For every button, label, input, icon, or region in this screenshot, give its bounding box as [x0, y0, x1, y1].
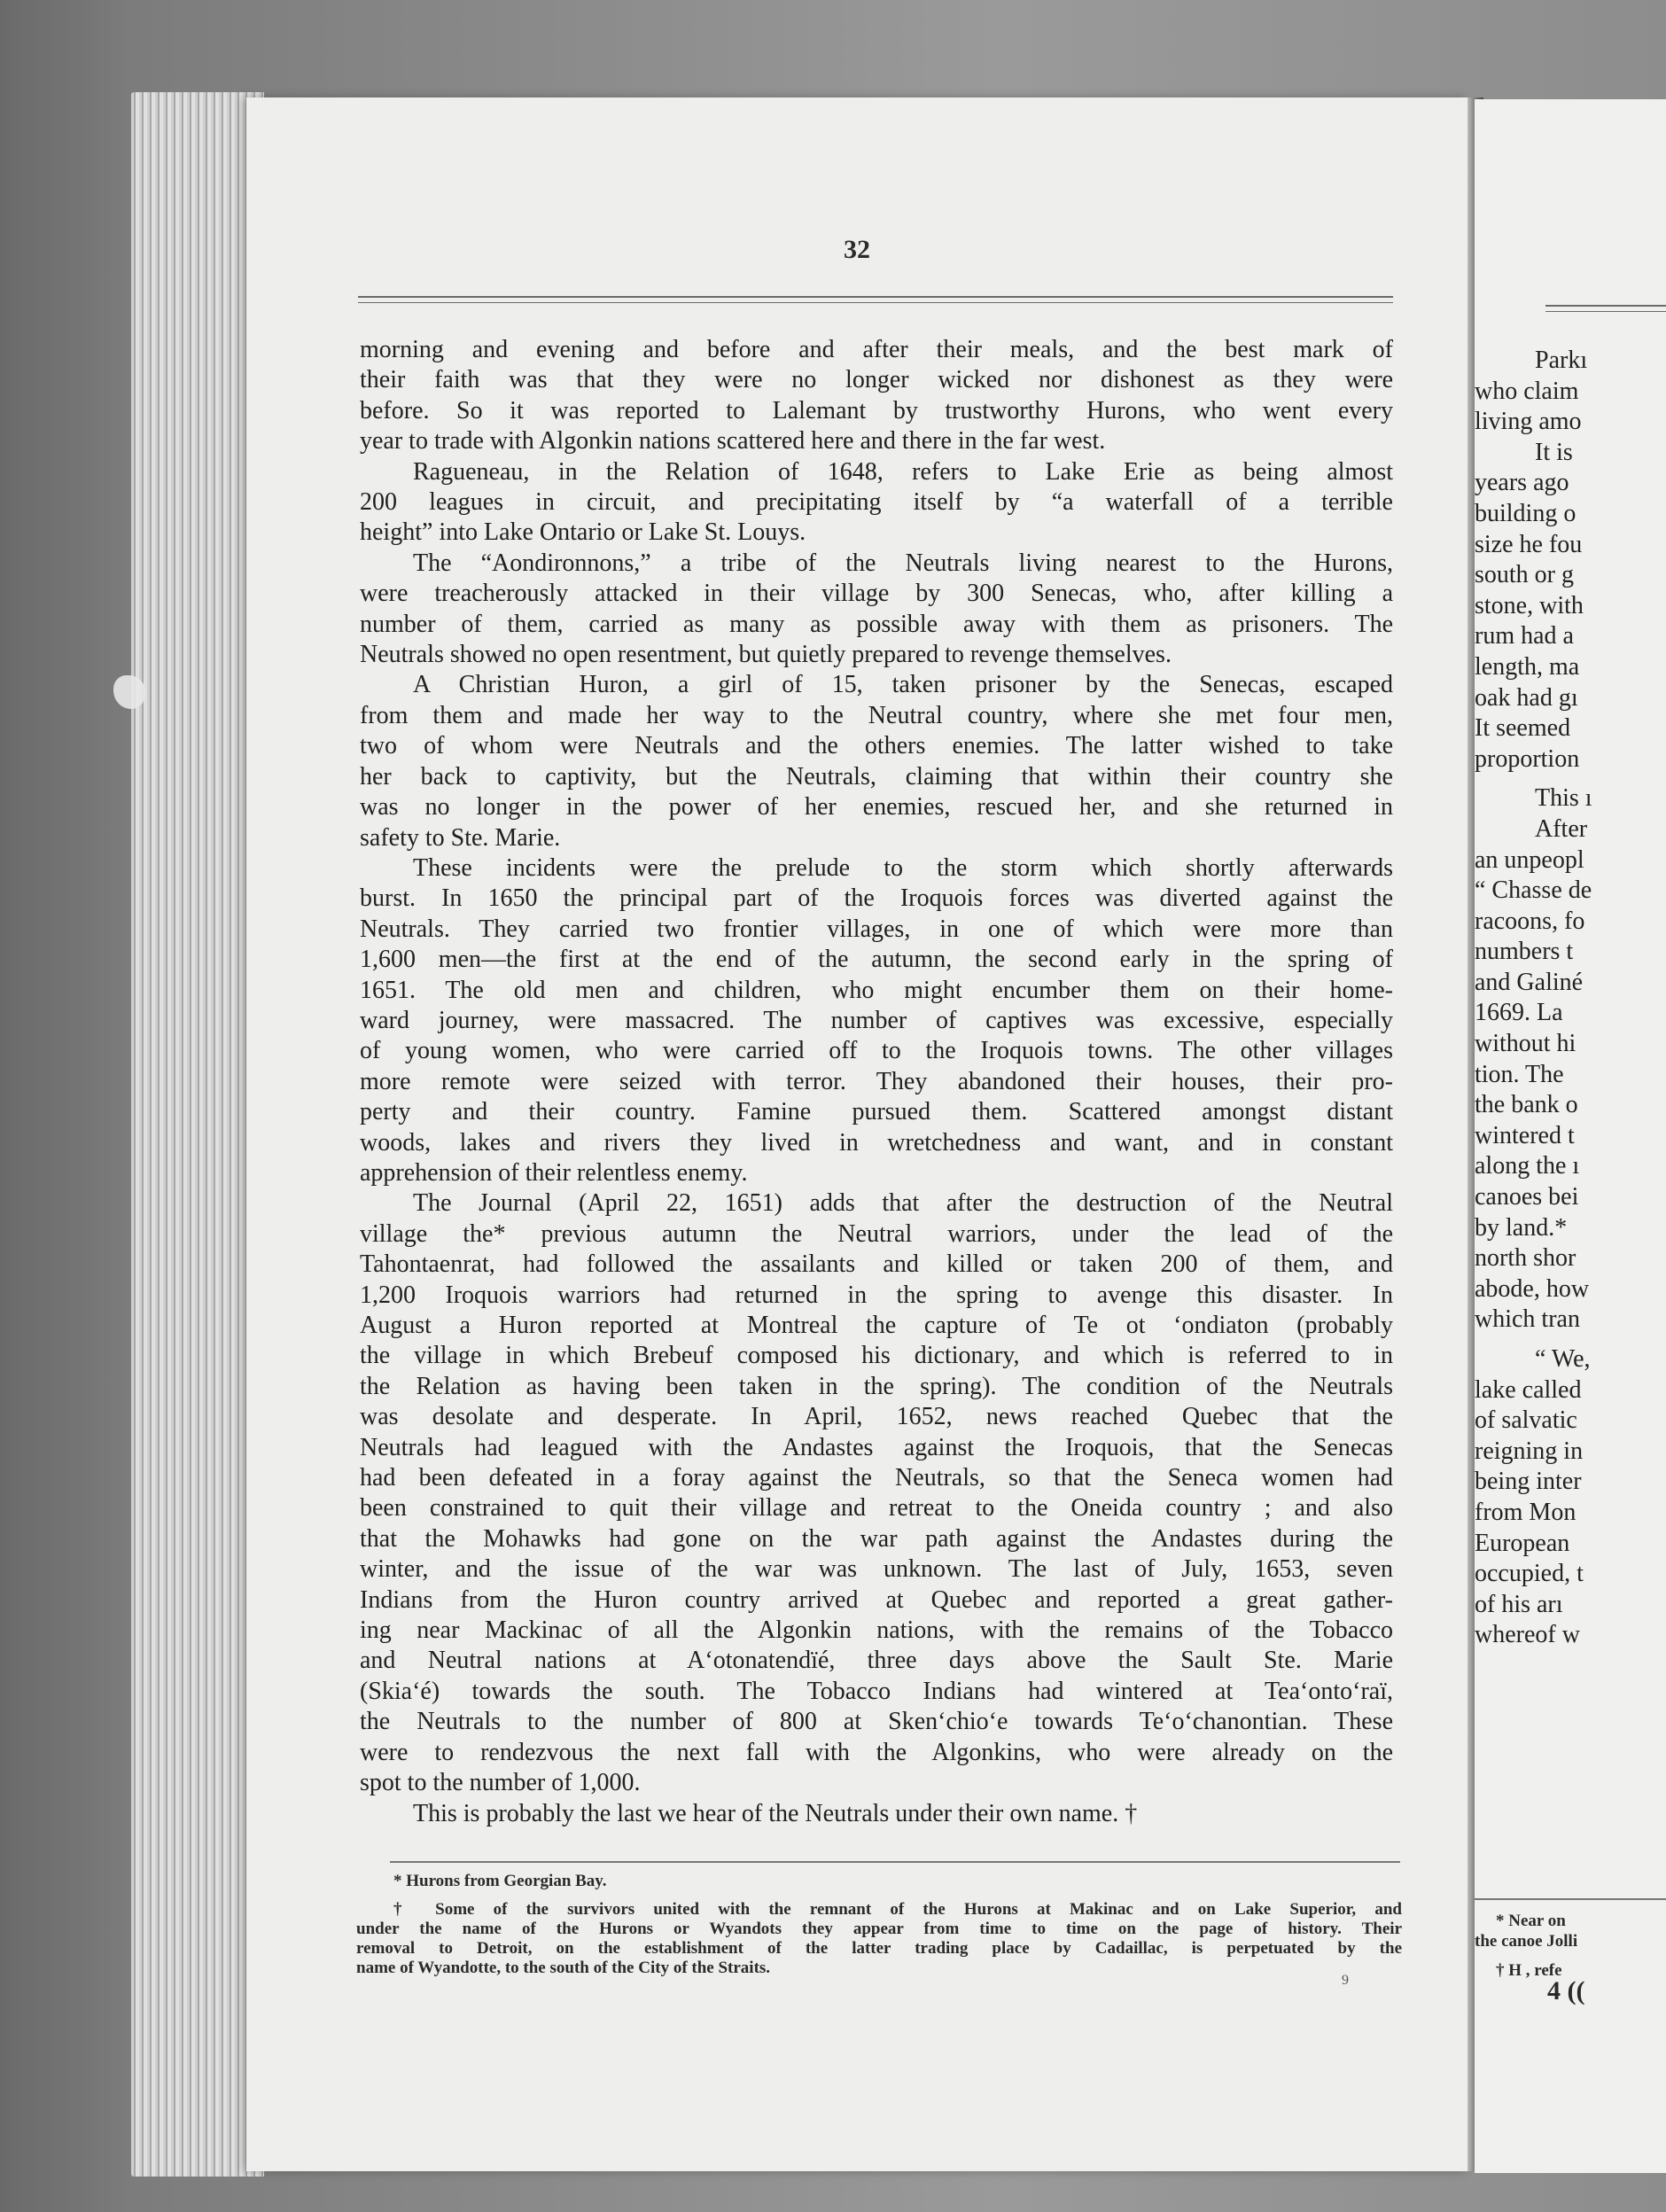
footnote-rule	[390, 1861, 1400, 1863]
text-line: Neutrals. They carried two frontier villages, in one of which were more than	[360, 915, 1393, 943]
body-text	[360, 335, 1393, 1829]
text-line: apprehension of their relentless enemy.	[360, 1158, 748, 1187]
facing-text-line: oak had gı	[1475, 683, 1578, 712]
text-line: that the Mohawks had gone on the war path against the Andastes during the	[360, 1524, 1393, 1553]
paragraph	[360, 853, 1393, 1188]
facing-text-line: stone, with	[1475, 591, 1584, 619]
facing-footnote-line: † H , refe	[1496, 1961, 1562, 1980]
facing-text-line: of his arı	[1475, 1590, 1563, 1618]
text-line: 1,200 Iroquois warriors had returned in the spring to avenge this disaster. In	[360, 1281, 1393, 1309]
facing-text-line: rum had a	[1475, 622, 1574, 650]
facing-text-line: from Mon	[1475, 1498, 1576, 1526]
facing-text-line: abode, how	[1475, 1274, 1590, 1303]
text-line: Neutrals showed no open resentment, but quietly prepared to revenge themselves.	[360, 641, 1172, 669]
text-line: the Neutrals to the number of 800 at Sken‘chio‘e towards Te‘o‘chanontian. These	[360, 1708, 1393, 1736]
footnotes	[356, 1872, 1402, 1978]
facing-text-line: wintered t	[1475, 1121, 1575, 1149]
text-line: height” into Lake Ontario or Lake St. Louys.	[360, 518, 806, 547]
text-line: safety to Ste. Marie.	[360, 823, 561, 852]
facing-text-line: European	[1475, 1529, 1570, 1557]
text-line: been constrained to quit their village and retreat to the Oneida country ; and also	[360, 1494, 1393, 1523]
facing-text-line: proportion	[1475, 744, 1580, 773]
facing-text-line: “ Chasse de	[1475, 876, 1592, 905]
text-line: two of whom were Neutrals and the others enemies. The latter wished to take	[360, 732, 1393, 760]
facing-text-line: Parkı	[1535, 347, 1588, 374]
text-line: year to trade with Algonkin nations scattered here and there in the far west.	[360, 427, 1106, 456]
text-line: was desolate and desperate. In April, 1652, news reached Quebec that the	[360, 1403, 1393, 1431]
text-line: perty and their country. Famine pursued them. Scattered amongst distant	[360, 1098, 1393, 1126]
facing-text-line: building o	[1475, 499, 1576, 527]
signature-mark: 9	[1342, 1973, 1349, 1988]
text-line: Tahontaenrat, had followed the assailants and killed or taken 200 of them, and	[360, 1250, 1393, 1279]
facing-text-line: length, ma	[1475, 652, 1580, 681]
footnote-rule	[1475, 1898, 1666, 1900]
facing-text-line: size he fou	[1475, 530, 1583, 558]
text-line: A Christian Huron, a girl of 15, taken prisoner by the Senecas, escaped	[413, 671, 1393, 699]
footnote	[356, 1872, 1402, 1891]
text-line: ing near Mackinac of all the Algonkin nations, with the remains of the Tobacco	[360, 1616, 1393, 1645]
paragraph	[360, 457, 1393, 549]
text-line: morning and evening and before and after their meals, and the best mark of	[360, 336, 1393, 363]
facing-text-line: It seemed	[1475, 714, 1571, 743]
text-line: her back to captivity, but the Neutrals, claiming that within their country she	[360, 762, 1393, 791]
text-line: August a Huron reported at Montreal the capture of Te ot ‘ondiaton (probably	[360, 1312, 1393, 1339]
facing-text-line: lake called	[1475, 1375, 1582, 1404]
text-line: This is probably the last we hear of the Neutrals under their own name. †	[413, 1799, 1138, 1827]
facing-text-line: It is	[1535, 438, 1573, 466]
text-line: 1651. The old men and children, who might encumber them on their home-	[360, 976, 1393, 1004]
text-line: were treacherously attacked in their village by 300 Senecas, who, after killing a	[360, 580, 1393, 608]
facing-text-line: reigning in	[1475, 1437, 1584, 1465]
facing-footnote-line: the canoe Jolli	[1475, 1932, 1578, 1951]
footnote	[356, 1900, 1402, 1978]
text-line: their faith was that they were no longer wicked nor dishonest as they were	[360, 366, 1393, 394]
facing-text-line: occupied, t	[1475, 1560, 1584, 1588]
footnote-line: † Some of the survivors united with the remnant of the Hurons at Makinac and on Lake Superior, and	[393, 1900, 1402, 1919]
paragraph	[360, 335, 1393, 457]
text-line: before. So it was reported to Lalemant by trustworthy Hurons, who went every	[360, 396, 1393, 424]
text-line: The “Aondironnons,” a tribe of the Neutrals living nearest to the Hurons,	[413, 549, 1393, 577]
right-page	[1475, 99, 1666, 2173]
header-rule	[1545, 305, 1666, 312]
facing-text-line: living amo	[1475, 408, 1582, 436]
facing-text-line: along the ı	[1475, 1152, 1580, 1180]
footnote-line: * Hurons from Georgian Bay.	[393, 1872, 607, 1890]
facing-text-line: “ We,	[1535, 1345, 1591, 1373]
facing-text-line: canoes bei	[1475, 1183, 1579, 1211]
facing-page-text	[1475, 346, 1666, 1651]
paragraph	[360, 1188, 1393, 1798]
facing-text-line: of salvatic	[1475, 1406, 1577, 1435]
text-line: had been defeated in a foray against the Neutrals, so that the Seneca women had	[360, 1464, 1393, 1492]
text-line: from them and made her way to the Neutral country, where she met four men,	[360, 701, 1393, 729]
facing-footnote-line: * Near on	[1496, 1912, 1566, 1930]
facing-text-line: and Galiné	[1475, 968, 1584, 996]
facing-text-line: years ago	[1475, 469, 1569, 497]
text-line: Neutrals had leagued with the Andastes against the Iroquois, that the Senecas	[360, 1433, 1393, 1461]
paragraph	[360, 670, 1393, 853]
text-line: and Neutral nations at A‘otonatendïé, three days above the Sault Ste. Marie	[360, 1647, 1393, 1675]
text-line: The Journal (April 22, 1651) adds that after the destruction of the Neutral	[413, 1189, 1393, 1218]
text-line: woods, lakes and rivers they lived in wretchedness and want, and in constant	[360, 1128, 1393, 1157]
text-line: were to rendezvous the next fall with the Algonkins, who were already on the	[360, 1738, 1393, 1766]
text-line: These incidents were the prelude to the storm which shortly afterwards	[413, 853, 1393, 882]
facing-text-line: without hi	[1475, 1030, 1576, 1058]
signature-mark: 4 ((	[1547, 1976, 1585, 2006]
facing-text-line: by land.*	[1475, 1213, 1568, 1242]
text-line: village the* previous autumn the Neutral warriors, under the lead of the	[360, 1219, 1393, 1248]
facing-text-line: which tran	[1475, 1305, 1580, 1334]
facing-text-line: numbers t	[1475, 938, 1574, 966]
facing-text-line: the bank o	[1475, 1091, 1578, 1119]
text-line: the Relation as having been taken in the spring). The condition of the Neutrals	[360, 1372, 1393, 1400]
text-line: Indians from the Huron country arrived at Quebec and reported a great gather-	[360, 1585, 1393, 1614]
facing-text-line: After	[1535, 814, 1588, 843]
text-line: was no longer in the power of her enemies, rescued her, and she returned in	[360, 793, 1393, 822]
facing-text-line: being inter	[1475, 1468, 1582, 1496]
facing-page-footnotes	[1475, 1911, 1666, 2006]
text-line: 200 leagues in circuit, and precipitating itself by “a waterfall of a terrible	[360, 488, 1393, 517]
paper-fragment	[113, 675, 145, 709]
text-line: ward journey, were massacred. The number of captives was excessive, especially	[360, 1006, 1393, 1034]
facing-text-line: 1669. La	[1475, 999, 1563, 1027]
facing-text-line: racoons, fo	[1475, 907, 1585, 935]
facing-text-line: who claim	[1475, 377, 1579, 405]
footnote-line: name of Wyandotte, to the south of the City of the Straits.	[356, 1959, 771, 1977]
page-number: 32	[844, 235, 870, 264]
text-line: the village in which Brebeuf composed his dictionary, and which is referred to in	[360, 1342, 1393, 1370]
text-line: of young women, who were carried off to the Iroquois towns. The other villages	[360, 1037, 1393, 1065]
text-line: winter, and the issue of the war was unknown. The last of July, 1653, seven	[360, 1555, 1393, 1584]
footnote-line: under the name of the Hurons or Wyandots they appear from time to time on the page of history. Their	[356, 1920, 1402, 1938]
facing-text-line: an unpeopl	[1475, 845, 1584, 874]
header-rule	[358, 296, 1393, 303]
page-edges	[131, 92, 264, 2177]
text-line: Ragueneau, in the Relation of 1648, refers to Lake Erie as being almost	[413, 457, 1393, 486]
facing-text-line: This ı	[1535, 784, 1592, 813]
facing-text-line: north shor	[1475, 1244, 1576, 1273]
text-line: (Skia‘é) towards the south. The Tobacco Indians had wintered at Tea‘onto‘raï,	[360, 1677, 1393, 1705]
text-line: burst. In 1650 the principal part of the Iroquois forces was diverted against the	[360, 884, 1393, 913]
facing-text-line: whereof w	[1475, 1621, 1580, 1649]
text-line: number of them, carried as many as possible away with them as prisoners. The	[360, 610, 1393, 638]
text-line: more remote were seized with terror. They abandoned their houses, their pro-	[360, 1067, 1393, 1095]
paragraph	[360, 1799, 1393, 1829]
facing-text-line: tion. The	[1475, 1060, 1564, 1088]
facing-text-line: south or g	[1475, 561, 1574, 589]
text-line: 1,600 men—the first at the end of the autumn, the second early in the spring of	[360, 946, 1393, 974]
text-line: spot to the number of 1,000.	[360, 1769, 641, 1797]
footnote-line: removal to Detroit, on the establishment of the latter trading place by Cadaillac, is perpetuated by the	[356, 1939, 1402, 1958]
paragraph	[360, 549, 1393, 671]
